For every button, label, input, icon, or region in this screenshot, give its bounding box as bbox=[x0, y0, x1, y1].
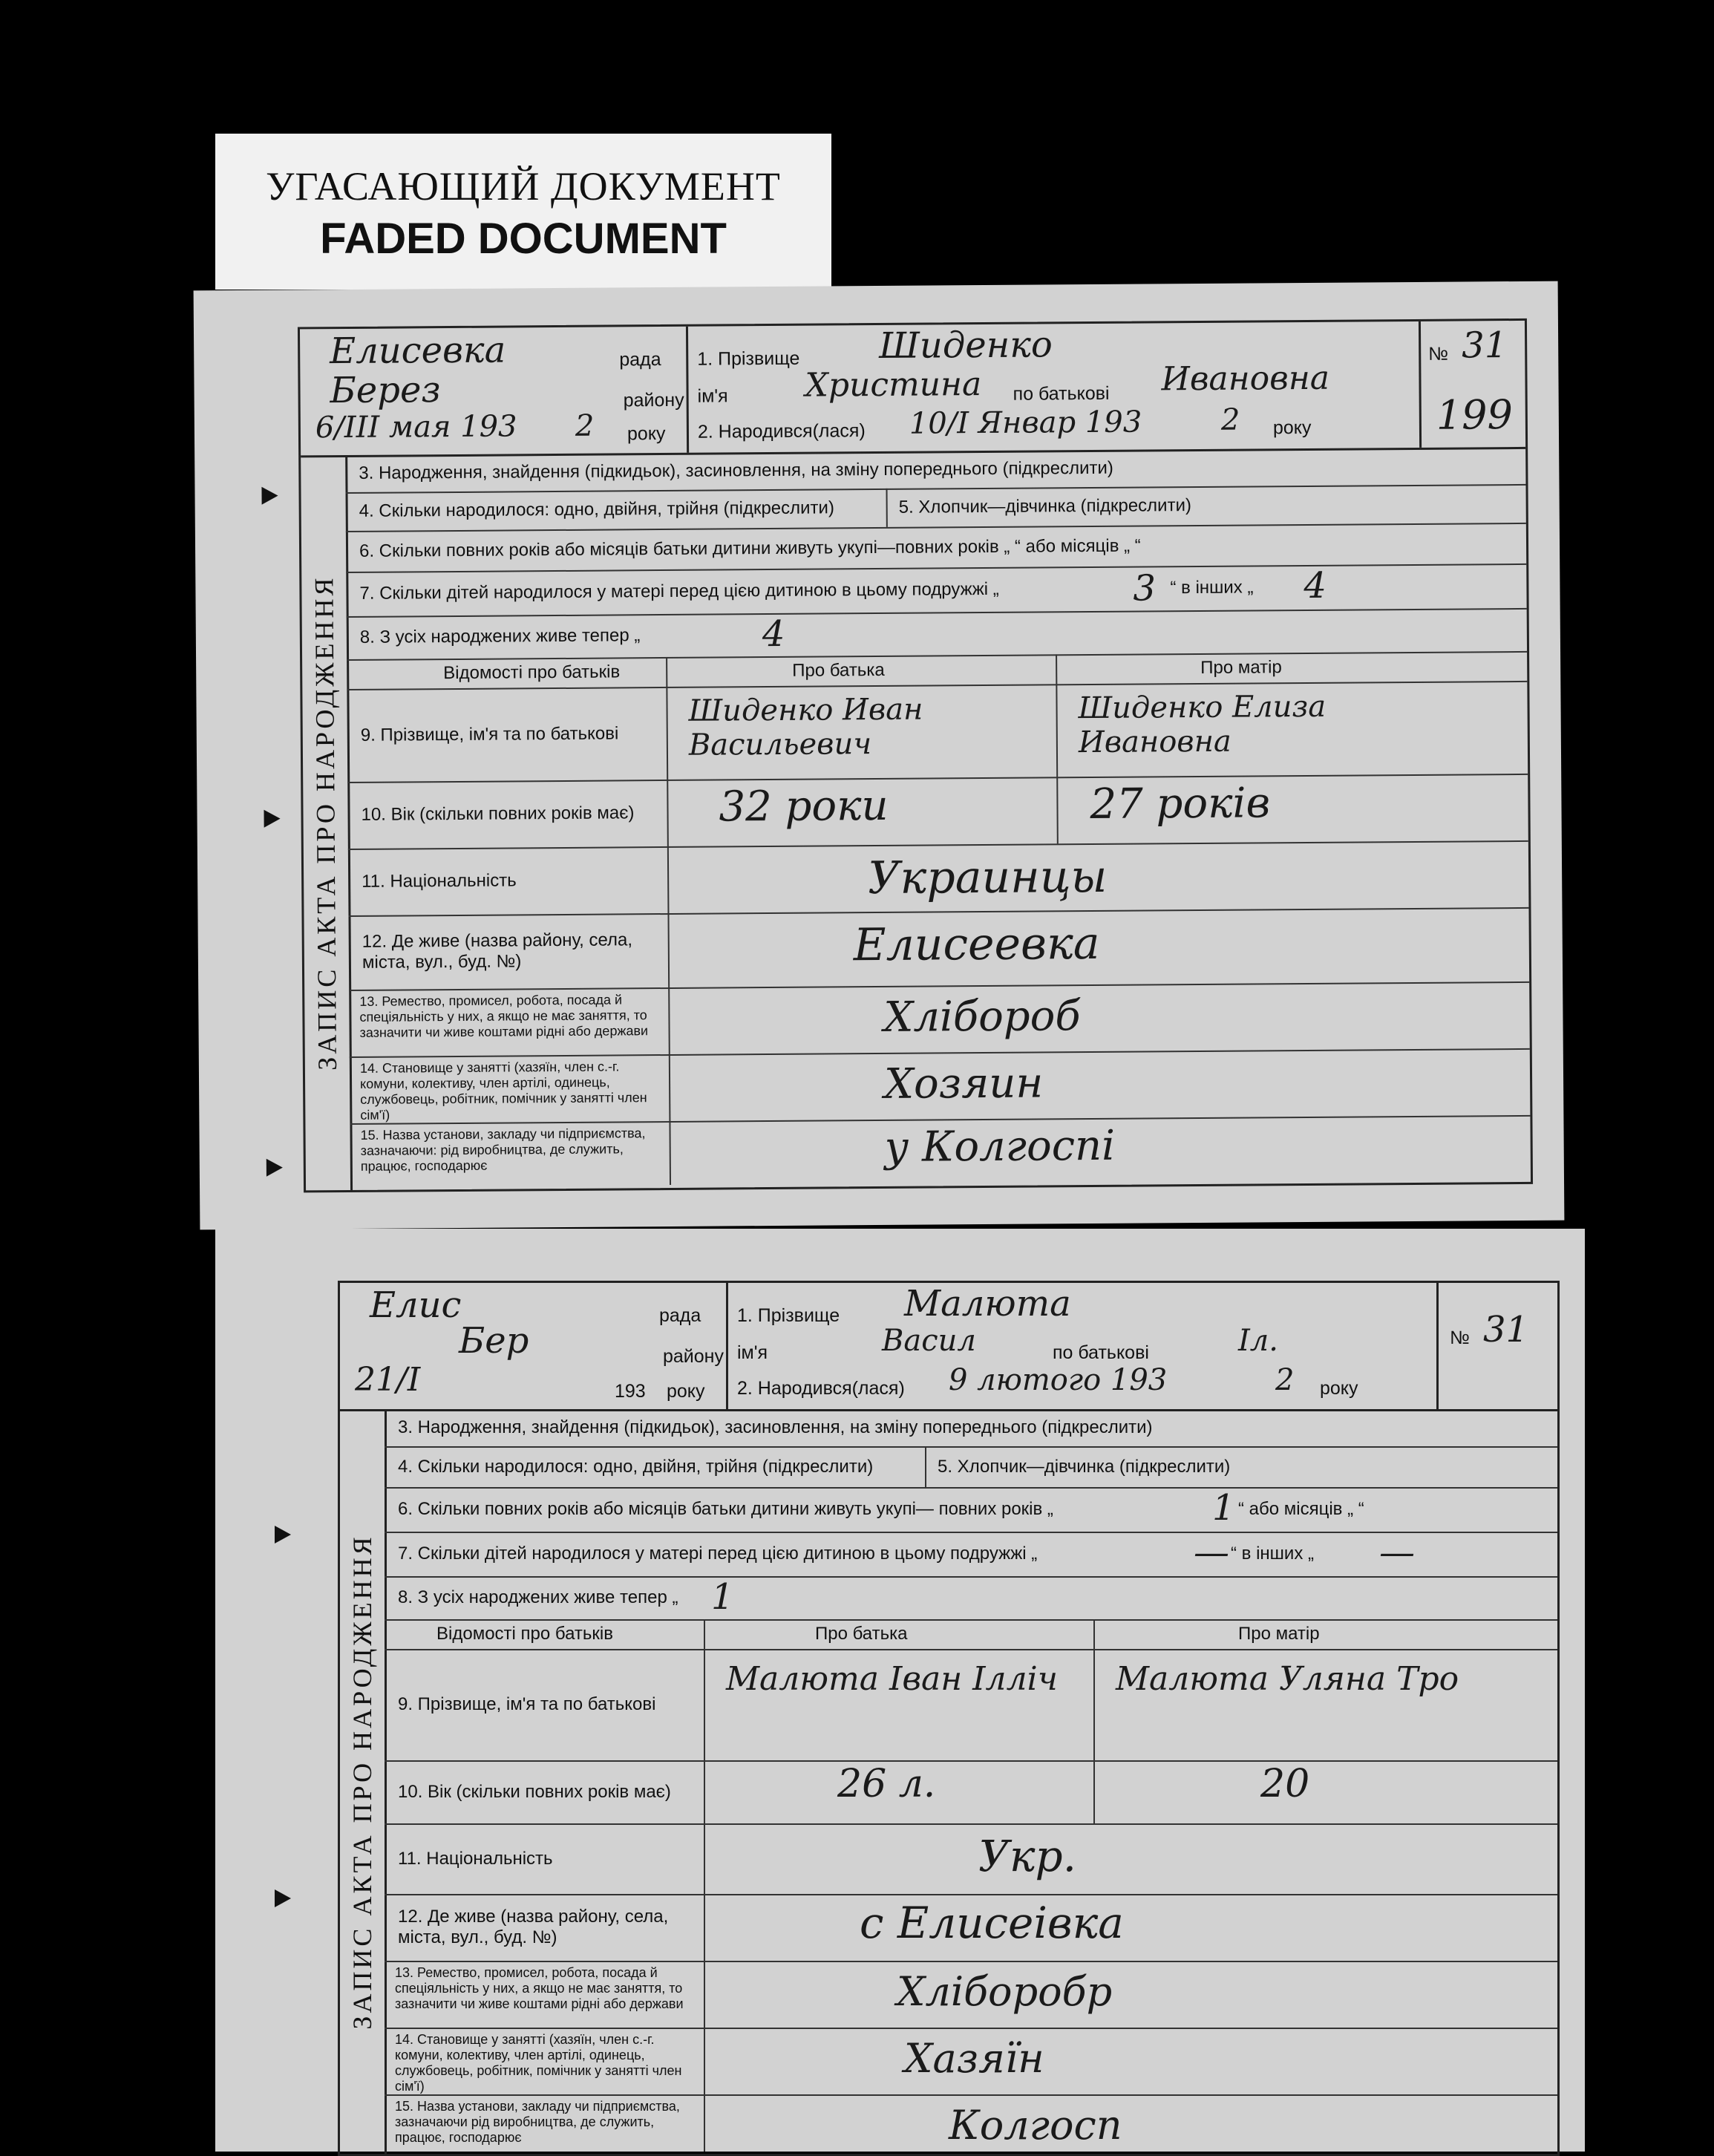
row-8-text: 8. З усіх народжених живе тепер „ bbox=[398, 1587, 678, 1607]
row-14-label: 14. Становище у занятті (хазяїн, член с.-г. комуни, колективу, член артілі, одинець, службовець, робітник, помічник у занятті член сім'ї) bbox=[395, 2032, 682, 2094]
number-label: № bbox=[1428, 343, 1449, 365]
row-13-label: 13. Ремество, промисел, робота, посада й спеціяльність у них, а якщо не має заняття, то зазначити чи живе коштами рідні або держави bbox=[395, 1965, 684, 2011]
birth-record-form-1 bbox=[298, 318, 1533, 1193]
row-6-text: 6. Скільки повних років або місяців батьки дитини живуть укупі—повних років „ “ або місяців „ “ bbox=[359, 535, 1141, 561]
col-divider bbox=[704, 1760, 705, 1823]
row-divider bbox=[925, 1446, 926, 1487]
institution-value: Колгосп bbox=[949, 2102, 1122, 2149]
rik-word: року bbox=[667, 1381, 705, 1402]
mother-age: 27 років bbox=[1090, 779, 1271, 829]
row-12 bbox=[385, 1894, 1557, 1962]
patronymic-label: по батькові bbox=[1013, 382, 1110, 405]
row-11-label: 11. Національність bbox=[362, 870, 517, 892]
col-divider bbox=[704, 1894, 705, 1961]
row-10-label: 10. Вік (скільки повних років має) bbox=[398, 1781, 671, 1802]
col-divider bbox=[704, 1823, 705, 1894]
father-name: Шиденко Иван Васильевич bbox=[688, 692, 923, 762]
record-sheet-2 bbox=[215, 1229, 1585, 2152]
born-label: 2. Народився(лася) bbox=[737, 1378, 905, 1399]
row-13-label: 13. Ремество, промисел, робота, посада й спеціяльність у них, а якщо не має заняття, то зазначити чи живе коштами рідні або держави bbox=[359, 992, 649, 1040]
header-child bbox=[726, 1283, 1439, 1409]
surname-value: Малюта bbox=[904, 1283, 1071, 1324]
born-rik: року bbox=[1320, 1378, 1358, 1399]
row-10 bbox=[347, 774, 1528, 850]
row-12-label: 12. Де живе (назва району, села, міста, вул., буд. №) bbox=[362, 930, 633, 973]
row-7-mid: “ в інших „ bbox=[1170, 577, 1254, 598]
residence-value: с Елисеівка bbox=[860, 1898, 1124, 1948]
number-value: 31 bbox=[1483, 1309, 1529, 1350]
punch-hole-marker bbox=[275, 1889, 291, 1907]
mother-age: 20 bbox=[1260, 1762, 1310, 1806]
raion-value: Берез bbox=[330, 369, 441, 412]
patronymic-label: по батькові bbox=[1053, 1342, 1149, 1363]
rada-value: Елис bbox=[370, 1284, 462, 1326]
row-6-tail: “ або місяців „ “ bbox=[1238, 1499, 1364, 1519]
name-value: Христина bbox=[805, 365, 982, 405]
col-mother: Про матір bbox=[1200, 657, 1282, 678]
col-divider bbox=[667, 846, 670, 913]
col-divider bbox=[1056, 684, 1058, 777]
raion-value: Бер bbox=[459, 1320, 529, 1362]
col-divider bbox=[667, 913, 670, 987]
side-title: ЗАПИС АКТА ПРО НАРОДЖЕННЯ bbox=[309, 575, 342, 1071]
row-11 bbox=[348, 840, 1529, 917]
col-divider bbox=[704, 1649, 705, 1760]
col-divider bbox=[668, 987, 670, 1054]
side-title-bar bbox=[340, 1409, 387, 2154]
row-8-text: 8. З усіх народжених живе тепер „ bbox=[359, 625, 641, 647]
row-3-text: 3. Народження, знайдення (підкидьок), засиновлення, на зміну попереднього (підкреслити) bbox=[398, 1417, 1153, 1437]
raion-word: району bbox=[663, 1346, 724, 1367]
row-14 bbox=[350, 1048, 1531, 1125]
row-10-label: 10. Вік (скільки повних років має) bbox=[361, 803, 635, 825]
col-divider bbox=[1093, 1619, 1095, 1649]
surname-value: Шиденко bbox=[878, 324, 1053, 367]
row-6-text: 6. Скільки повних років або місяців батьки дитини живуть укупі— повних років „ bbox=[398, 1499, 1053, 1519]
row-8 bbox=[385, 1576, 1557, 1621]
number-value: 31 bbox=[1461, 324, 1508, 367]
col-info: Відомості про батьків bbox=[436, 1624, 613, 1644]
position-value: Хазяїн bbox=[904, 2035, 1044, 2082]
father-name: Малюта Іван Ілліч bbox=[726, 1660, 1059, 1698]
col-divider bbox=[1056, 654, 1057, 684]
col-divider bbox=[669, 1121, 671, 1185]
record-sheet-1 bbox=[194, 281, 1565, 1230]
faded-document-label bbox=[215, 134, 831, 290]
rada-word: рада bbox=[619, 349, 661, 370]
punch-hole-marker bbox=[264, 810, 280, 828]
patronymic-value: Іл. bbox=[1238, 1324, 1278, 1358]
mother-name: Шиденко Елиза Ивановна bbox=[1078, 689, 1327, 760]
record-number-box bbox=[1419, 321, 1525, 448]
name-label: ім'я bbox=[697, 385, 728, 407]
form-header bbox=[340, 1283, 1557, 1411]
row-4-text: 4. Скільки народилося: одно, двійня, трійня (підкреслити) bbox=[359, 497, 834, 521]
row-5-text: 5. Хлопчик—дівчинка (підкреслити) bbox=[938, 1456, 1231, 1477]
row-3-text: 3. Народження, знайдення (підкидьок), засиновлення, на зміну попереднього (підкреслити) bbox=[359, 457, 1113, 483]
col-divider bbox=[704, 2094, 705, 2152]
col-divider bbox=[666, 687, 668, 780]
date-year: 193 bbox=[615, 1381, 646, 1402]
col-divider bbox=[1093, 1760, 1095, 1823]
date-value: 6/ІІІ мая 193 bbox=[315, 409, 517, 445]
row-9 bbox=[385, 1649, 1557, 1762]
header-location bbox=[340, 1283, 728, 1409]
row-15 bbox=[385, 2094, 1557, 2152]
name-label: ім'я bbox=[737, 1342, 768, 1363]
surname-label: 1. Прізвище bbox=[697, 347, 800, 370]
row-7-mid: “ в інших „ bbox=[1231, 1544, 1314, 1564]
born-value: 9 лютого 193 bbox=[949, 1363, 1168, 1397]
father-age: 32 роки bbox=[719, 781, 889, 832]
col-divider bbox=[704, 1961, 705, 2028]
col-divider bbox=[666, 657, 667, 687]
header-location bbox=[300, 327, 689, 456]
col-mother: Про матір bbox=[1238, 1624, 1320, 1644]
row-7-value-2: 4 bbox=[1304, 564, 1327, 607]
row-6-value: 1 bbox=[1212, 1487, 1235, 1529]
date-year-digit: 2 bbox=[575, 408, 595, 443]
row-7-value-2: — bbox=[1379, 1532, 1415, 1573]
header-child bbox=[686, 321, 1414, 453]
row-12 bbox=[348, 907, 1529, 991]
position-value: Хозяин bbox=[883, 1059, 1044, 1108]
row-4-5 bbox=[385, 1446, 1557, 1489]
col-divider bbox=[704, 1619, 705, 1649]
born-rik: року bbox=[1272, 416, 1312, 439]
born-value: 10/I Январ 193 bbox=[909, 405, 1142, 441]
side-title: ЗАПИС АКТА ПРО НАРОДЖЕННЯ bbox=[347, 1533, 377, 2030]
rada-value: Елисевка bbox=[329, 329, 506, 373]
col-divider bbox=[669, 1054, 671, 1121]
row-11 bbox=[385, 1823, 1557, 1895]
row-7 bbox=[385, 1532, 1557, 1578]
row-15-label: 15. Назва установи, закладу чи підприємства, зазначаючи рід виробництва, де служить, працює, господарює bbox=[395, 2099, 680, 2145]
raion-word: району bbox=[623, 389, 684, 411]
row-13 bbox=[349, 981, 1530, 1058]
punch-hole-marker bbox=[266, 1159, 283, 1177]
label-english: FADED DOCUMENT bbox=[320, 215, 727, 263]
parents-table-head bbox=[385, 1619, 1557, 1650]
row-6 bbox=[385, 1487, 1557, 1533]
row-9-label: 9. Прізвище, ім'я та по батькові bbox=[360, 722, 619, 745]
residence-value: Елисеевка bbox=[853, 917, 1100, 972]
occupation-value: Хлібороб bbox=[883, 992, 1081, 1042]
extra-number: 199 bbox=[1436, 391, 1514, 439]
born-year-digit: 2 bbox=[1220, 402, 1240, 437]
col-info: Відомості про батьків bbox=[443, 662, 621, 684]
row-14 bbox=[385, 2028, 1557, 2096]
surname-label: 1. Прізвище bbox=[737, 1305, 840, 1326]
side-title-bar bbox=[301, 455, 353, 1190]
row-11-label: 11. Національність bbox=[398, 1848, 553, 1869]
row-15 bbox=[350, 1115, 1531, 1187]
col-divider bbox=[1093, 1649, 1095, 1760]
name-value: Васил bbox=[882, 1324, 976, 1358]
punch-hole-marker bbox=[261, 487, 278, 505]
row-8-value: 4 bbox=[762, 612, 785, 656]
born-year-digit: 2 bbox=[1275, 1363, 1295, 1397]
row-7-text: 7. Скільки дітей народилося у матері перед цією дитиною в цьому подружжі „ bbox=[359, 578, 999, 604]
row-14-label: 14. Становище у занятті (хазяїн, член с.-г. комуни, колективу, член артілі, одинець, службовець, робітник, помічник у занятті член сім'ї) bbox=[359, 1059, 647, 1123]
row-3 bbox=[385, 1409, 1557, 1448]
form-header bbox=[300, 321, 1525, 458]
nationality-value: Укр. bbox=[978, 1831, 1077, 1881]
col-father: Про батька bbox=[815, 1624, 908, 1644]
col-father: Про батька bbox=[792, 659, 885, 681]
number-label: № bbox=[1450, 1327, 1470, 1348]
rada-word: рада bbox=[659, 1305, 701, 1326]
row-5-text: 5. Хлопчик—дівчинка (підкреслити) bbox=[898, 495, 1192, 517]
patronymic-value: Ивановна bbox=[1161, 359, 1330, 399]
row-8-value: 1 bbox=[711, 1576, 734, 1618]
row-7-value-1: — bbox=[1194, 1532, 1229, 1573]
father-age: 26 л. bbox=[837, 1762, 936, 1806]
nationality-value: Украинцы bbox=[867, 850, 1108, 905]
col-divider bbox=[667, 780, 669, 846]
born-label: 2. Народився(лася) bbox=[697, 420, 866, 442]
row-9 bbox=[347, 681, 1528, 783]
col-divider bbox=[704, 2028, 705, 2094]
row-10 bbox=[385, 1760, 1557, 1825]
row-9-label: 9. Прізвище, ім'я та по батькові bbox=[398, 1694, 656, 1714]
col-divider bbox=[1056, 777, 1059, 843]
record-number-box bbox=[1436, 1283, 1557, 1409]
mother-name: Малюта Уляна Тро bbox=[1116, 1660, 1459, 1698]
row-4-text: 4. Скільки народилося: одно, двійня, трійня (підкреслити) bbox=[398, 1456, 874, 1477]
institution-value: у Колгоспі bbox=[884, 1121, 1116, 1172]
row-13 bbox=[385, 1961, 1557, 2029]
rik-word: року bbox=[627, 422, 666, 445]
punch-hole-marker bbox=[275, 1526, 291, 1544]
date-value: 21/I bbox=[355, 1361, 421, 1399]
label-russian: УГАСАЮЩИЙ ДОКУМЕНТ bbox=[266, 164, 781, 209]
row-7-text: 7. Скільки дітей народилося у матері перед цією дитиною в цьому подружжі „ bbox=[398, 1544, 1038, 1564]
row-divider bbox=[886, 489, 887, 527]
row-12-label: 12. Де живе (назва району, села, міста, вул., буд. №) bbox=[398, 1907, 669, 1947]
occupation-value: Хліборобр bbox=[897, 1968, 1113, 2015]
birth-record-form-2 bbox=[338, 1281, 1560, 2156]
row-7-value-1: 3 bbox=[1133, 567, 1157, 610]
row-15-label: 15. Назва установи, закладу чи підприємства, зазначаючи: рід виробництва, де служить, працює, господарює bbox=[360, 1126, 646, 1174]
